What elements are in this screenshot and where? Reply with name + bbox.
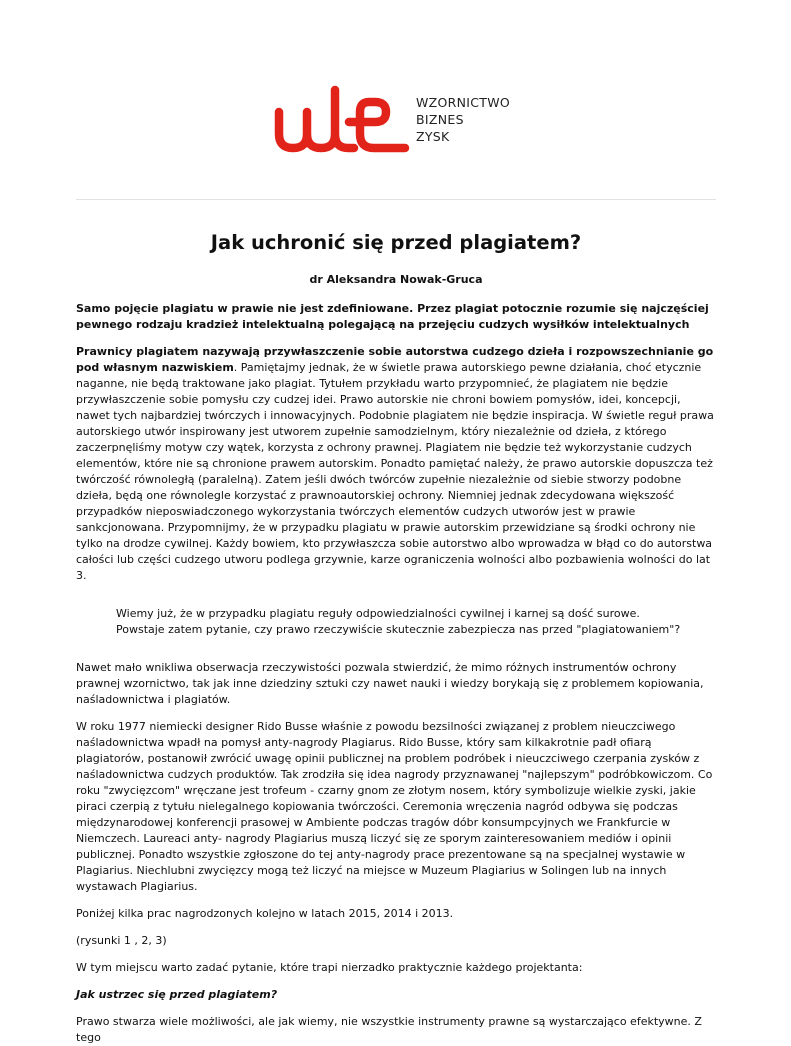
logo-line-3: ZYSK bbox=[416, 128, 450, 144]
article bbox=[76, 228, 716, 1046]
wbz-logo-mark bbox=[274, 82, 410, 156]
paragraph-1 bbox=[76, 344, 716, 584]
figure-reference: (rysunki 1 , 2, 3) bbox=[76, 934, 167, 947]
logo-mark-path bbox=[279, 90, 405, 148]
paragraph-5: W tym miejscu warto zadać pytanie, które trapi nierzadko praktycznie każdego projektanta: bbox=[76, 961, 583, 974]
logo-line-1: WZORNICTWO bbox=[416, 94, 511, 110]
header-divider bbox=[76, 199, 716, 200]
logo-wordmark bbox=[416, 94, 510, 145]
article-lead: Samo pojęcie plagiatu w prawie nie jest zdefiniowane. Przez plagiat potocznie rozumie się najczęściej pewnego rodzaju kradzież intelektualną polegającą na przejęciu cudzych wysiłków intelektualnych bbox=[76, 302, 709, 331]
quote-line-2: Powstaje zatem pytanie, czy prawo rzeczywiście skutecznie zabezpiecza nas przed "plagiatowaniem"? bbox=[116, 623, 681, 636]
article-author: dr Aleksandra Nowak-Gruca bbox=[309, 273, 483, 286]
paragraph-4: Poniżej kilka prac nagrodzonych kolejno w latach 2015, 2014 i 2013. bbox=[76, 907, 454, 920]
wbz-logo bbox=[274, 82, 510, 156]
header bbox=[76, 60, 716, 200]
logo-line-2: BIZNES bbox=[416, 111, 464, 127]
quote-block bbox=[116, 606, 716, 638]
paragraph-2: Nawet mało wnikliwa obserwacja rzeczywistości pozwala stwierdzić, że mimo różnych instrumentów ochrony prawnej wzornictwo, tak jak inne dziedziny sztuki czy nawet nauki i wiedzy borykają się z problemem kopiowania, naśladownictwa i plagiatów. bbox=[76, 661, 704, 706]
paragraph-1-bold: Prawnicy plagiatem nazywają przywłaszczenie sobie autorstwa cudzego dzieła i rozpowszechnianie go pod własnym nazwiskiem bbox=[76, 345, 714, 374]
paragraph-6: Prawo stwarza wiele możliwości, ale jak wiemy, nie wszystkie instrumenty prawne są wystarczająco efektywne. Z tego bbox=[76, 1015, 702, 1044]
quote-line-1: Wiemy już, że w przypadku plagiatu reguły odpowiedzialności cywilnej i karnej są dość surowe. bbox=[116, 607, 640, 620]
paragraph-3: W roku 1977 niemiecki designer Rido Busse właśnie z powodu bezsilności związanej z problem nieuczciwego naśladownictwa wpadł na pomysł anty-nagrody Plagiarus. Rido Busse, który sam kilkakrotnie padł ofiarą plagiatorów, postanowił zwrócić uwagę opinii publicznej na problem podróbek i nieuczciwego czerpania zysków z naśladownictwa cudzych produktów. Tak zrodziła się idea nagrody przyznawanej "najlepszym" podróbkowiczom. Co roku "zwycięzcom" wręczane jest trofeum - czarny gnom ze złotym nosem, który symbolizuje wielkie zyski, jakie piraci czerpią z tytułu nielegalnego kopiowania twórczości. Ceremonia wręczenia nagród odbywa się podczas międzynarodowej konferencji prasowej w Ambiente podczas tragów dóbr konsumpcyjnych we Frankfurcie w Niemczech. Laureaci anty- nagrody Plagiarius muszą liczyć się ze sporym zainteresowaniem mediów i opinii publicznej. Ponadto wszystkie zgłoszone do tej anty-nagrody prace prezentowane są na specjalnej wystawie w Plagiarius. Niechlubni zwycięzcy mogą też liczyć na miejsce w Muzeum Plagiarius w Solingen lub na innych wystawach Plagiarius. bbox=[76, 720, 713, 893]
paragraph-1-text: . Pamiętajmy jednak, że w świetle prawa autorskiego pewne działania, choć etycznie naganne, nie będą traktowane jako plagiat. Tytułem przykładu warto przypomnieć, że plagiatem nie będzie przywłaszczenie sobie pomysłu czy cudzej idei. Prawo autorskie nie chroni bowiem pomysłów, idei, koncepcji, nawet tych najbardziej twórczych i innowacyjnych. Podobnie plagiatem nie będzie inspiracja. W świetle reguł prawa autorskiego utwór inspirowany jest utworem zupełnie samodzielnym, który niezależnie od dzieła, z którego zaczerpnęliśmy motyw czy wątek, korzysta z ochrony prawnej. Plagiatem nie będzie też wykorzystanie cudzych elementów, które nie są chronione prawem autorskim. Ponadto pamiętać należy, że prawo autorskie dopuszcza też twórczość równoległą (paralelną). Zatem jeśli dwóch twórców zupełnie niezależnie od siebie stworzy podobne dzieła, będą one równolegle korzystać z prawnoautorskiej ochrony. Niemniej jednak zdecydowana większość przypadków nieposwiadczonego wykorzystania twórczych elementów cudzych utworów jest w prawie sankcjonowana. Przypomnijmy, że w przypadku plagiatu w prawie autorskim przewidziane są środki ochrony nie tylko na drodze cywilnej. Każdy bowiem, kto przywłaszcza sobie autorstwo albo wprowadza w błąd co do autorstwa całości lub części cudzego utworu podlega grzywnie, karze ograniczenia wolności albo pozbawienia wolności do lat 3. bbox=[76, 361, 714, 582]
article-title: Jak uchronić się przed plagiatem? bbox=[210, 231, 582, 254]
section-subheading: Jak ustrzec się przed plagiatem? bbox=[76, 988, 278, 1001]
